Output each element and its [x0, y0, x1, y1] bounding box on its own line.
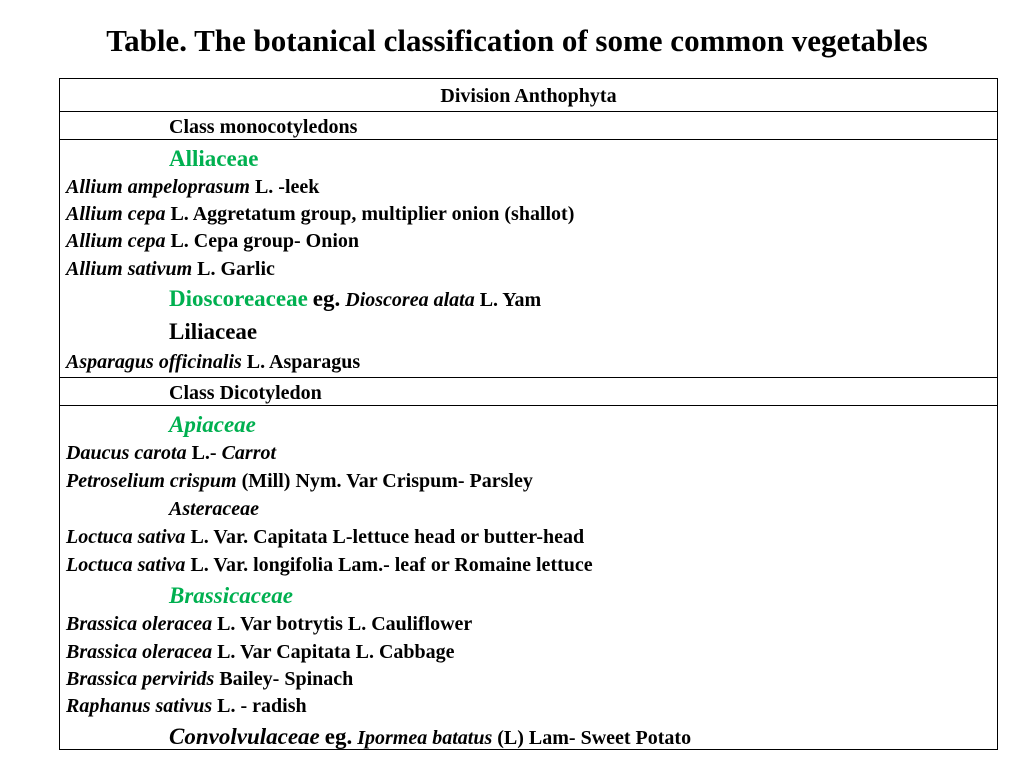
page-title: Table. The botanical classification of some common vegetables: [106, 23, 928, 58]
row-divider: [60, 111, 997, 112]
species-row: Daucus carota L.- Carrot: [66, 442, 277, 464]
family-convolvulaceae-row: Convolvulaceae eg. Ipormea batatus (L) Lam- Sweet Potato: [169, 724, 692, 749]
species-row: Allium ampeloprasum L. -leek: [66, 176, 320, 198]
species-row: Allium cepa L. Aggretatum group, multiplier onion (shallot): [66, 203, 575, 225]
class-dicot-header: Class Dicotyledon: [169, 382, 322, 404]
species-row: Allium cepa L. Cepa group- Onion: [66, 230, 360, 252]
family-dioscoreaceae: Dioscoreaceae: [169, 286, 308, 311]
family-dioscoreaceae-row: Dioscoreaceae eg. Dioscorea alata L. Yam: [169, 286, 542, 311]
row-divider: [60, 377, 997, 378]
species-row: Loctuca sativa L. Var. longifolia Lam.- leaf or Romaine lettuce: [66, 554, 593, 576]
species-row: Brassica oleracea L. Var Capitata L. Cabbage: [66, 641, 455, 663]
family-asteraceae: Asteraceae: [169, 498, 259, 520]
row-divider: [60, 405, 997, 406]
species-row: Asparagus officinalis L. Asparagus: [66, 351, 361, 373]
family-brassicaceae: Brassicaceae: [169, 583, 293, 608]
division-header: Division Anthophyta: [440, 85, 617, 107]
species-row: Raphanus sativus L. - radish: [66, 695, 307, 717]
species-row: Brassica oleracea L. Var botrytis L. Cauliflower: [66, 613, 473, 635]
family-convolvulaceae: Convolvulaceae: [169, 724, 320, 749]
family-alliaceae: Alliaceae: [169, 146, 259, 171]
classification-table: [59, 78, 998, 750]
row-divider: [60, 139, 997, 140]
class-monocot-header: Class monocotyledons: [169, 116, 358, 138]
species-row: Brassica pervirids Bailey- Spinach: [66, 668, 354, 690]
species-row: Petroselium crispum (Mill) Nym. Var Crispum- Parsley: [66, 470, 533, 492]
species-row: Allium sativum L. Garlic: [66, 258, 275, 280]
species-row: Loctuca sativa L. Var. Capitata L-lettuce head or butter-head: [66, 526, 585, 548]
family-liliaceae: Liliaceae: [169, 319, 258, 344]
family-apiaceae: Apiaceae: [169, 412, 256, 437]
